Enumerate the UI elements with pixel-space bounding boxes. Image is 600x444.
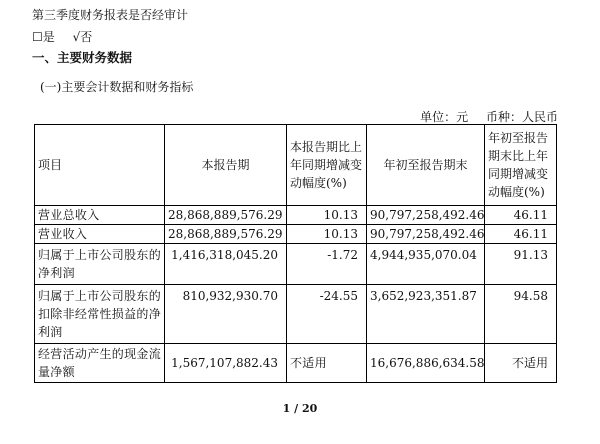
currency-label: 币种：人民币 xyxy=(485,110,558,124)
section-title-accounting-data: (一)主要会计数据和财务指标 xyxy=(40,80,194,94)
cell-ytd: 90,797,258,492.46 xyxy=(367,225,485,244)
row-label: 营业收入 xyxy=(35,225,165,244)
cell-ytd-change: 91.13 xyxy=(485,244,557,285)
header-current-period: 本报告期 xyxy=(165,125,287,206)
unit-label: 单位：元 xyxy=(420,110,469,124)
cell-ytd-change: 不适用 xyxy=(485,344,557,383)
row-label: 经营活动产生的现金流量净额 xyxy=(35,344,165,383)
cell-current-change: -24.55 xyxy=(287,285,367,344)
cell-current: 1,567,107,882.43 xyxy=(165,344,287,383)
header-current-change: 本报告期比上年同期增减变动幅度(%) xyxy=(287,125,367,206)
section-title-main-financial-data: 一、主要财务数据 xyxy=(32,50,133,65)
row-label: 归属于上市公司股东的扣除非经常性损益的净利润 xyxy=(35,285,165,344)
option-yes: ☐是 xyxy=(32,30,55,44)
cell-current-change: 10.13 xyxy=(287,206,367,225)
table-row xyxy=(35,344,557,383)
cell-ytd: 4,944,935,070.04 xyxy=(367,244,485,285)
cell-ytd: 3,652,923,351.87 xyxy=(367,285,485,344)
cell-ytd: 16,676,886,634.58 xyxy=(367,344,485,383)
cell-current: 1,416,318,045.20 xyxy=(165,244,287,285)
option-no: √否 xyxy=(72,30,93,44)
audit-options xyxy=(32,28,92,45)
row-label: 营业总收入 xyxy=(35,206,165,225)
table-header-row xyxy=(35,125,557,206)
cell-current: 810,932,930.70 xyxy=(165,285,287,344)
cell-ytd: 90,797,258,492.46 xyxy=(367,206,485,225)
unit-line xyxy=(420,108,558,125)
table-row xyxy=(35,225,557,244)
cell-ytd-change: 46.11 xyxy=(485,206,557,225)
table-row xyxy=(35,244,557,285)
cell-current-change: 10.13 xyxy=(287,225,367,244)
cell-ytd-change: 94.58 xyxy=(485,285,557,344)
financial-data-table xyxy=(34,124,557,383)
page-number: 1 / 20 xyxy=(282,402,318,415)
cell-current: 28,868,889,576.29 xyxy=(165,206,287,225)
header-item: 项目 xyxy=(35,125,165,206)
row-label: 归属于上市公司股东的净利润 xyxy=(35,244,165,285)
cell-ytd-change: 46.11 xyxy=(485,225,557,244)
audit-question: 第三季度财务报表是否经审计 xyxy=(32,8,189,22)
table-row xyxy=(35,285,557,344)
table-row xyxy=(35,206,557,225)
cell-current: 28,868,889,576.29 xyxy=(165,225,287,244)
header-ytd: 年初至报告期末 xyxy=(367,125,485,206)
cell-current-change: 不适用 xyxy=(287,344,367,383)
cell-current-change: -1.72 xyxy=(287,244,367,285)
header-ytd-change: 年初至报告期末比上年同期增减变动幅度(%) xyxy=(485,125,557,206)
